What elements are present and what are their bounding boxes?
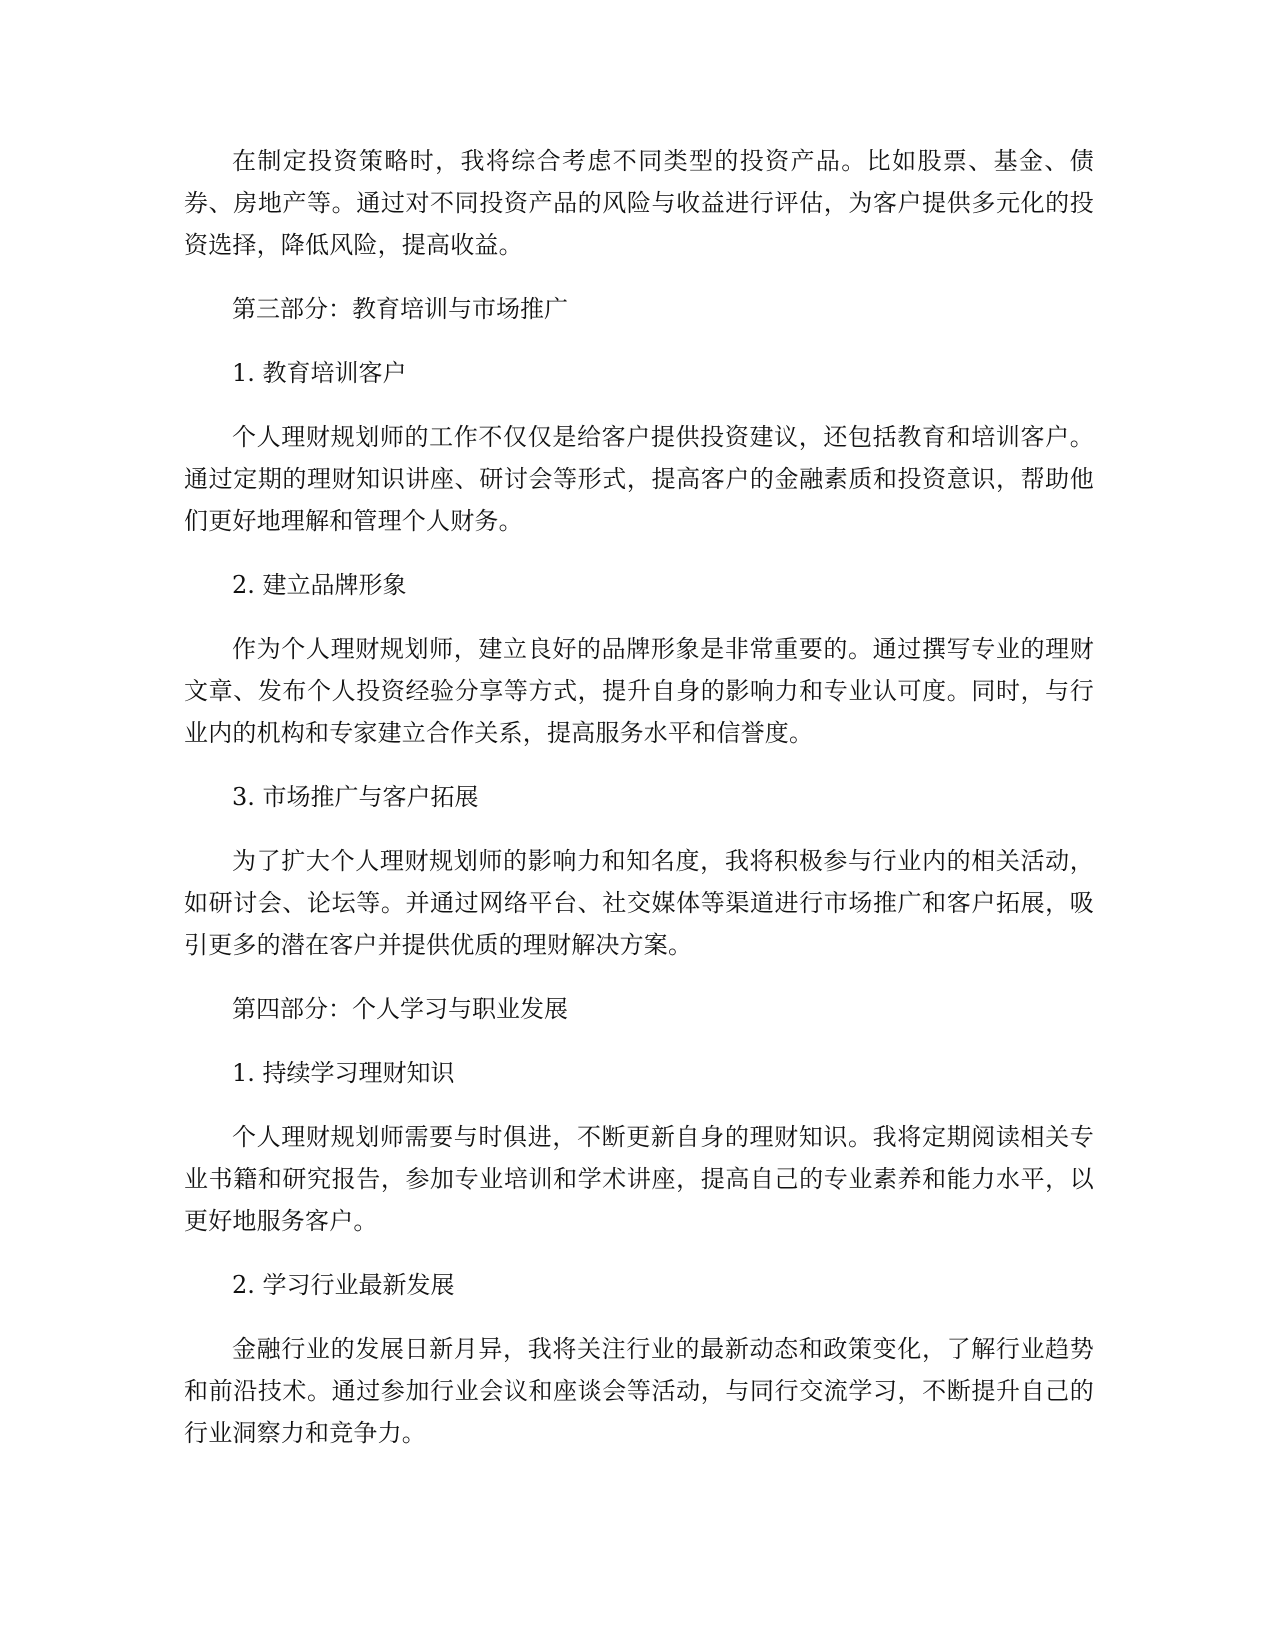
paragraph-investment-strategy: 在制定投资策略时，我将综合考虑不同类型的投资产品。比如股票、基金、债券、房地产等。通过对不同投资产品的风险与收益进行评估，为客户提供多元化的投资选择，降低风险，提高收益。 — [184, 147, 1094, 259]
section-heading-part-four: 第四部分：个人学习与职业发展 — [232, 995, 568, 1023]
subheading-continuous-learning: 1. 持续学习理财知识 — [232, 1059, 455, 1087]
paragraph-industry-development: 金融行业的发展日新月异，我将关注行业的最新动态和政策变化，了解行业趋势和前沿技术。通过参加行业会议和座谈会等活动，与同行交流学习，不断提升自己的行业洞察力和竞争力。 — [184, 1335, 1094, 1447]
paragraph-marketing: 为了扩大个人理财规划师的影响力和知名度，我将积极参与行业内的相关活动，如研讨会、论坛等。并通过网络平台、社交媒体等渠道进行市场推广和客户拓展，吸引更多的潜在客户并提供优质的理财解决方案。 — [184, 847, 1094, 959]
paragraph-continuous-learning: 个人理财规划师需要与时俱进，不断更新自身的理财知识。我将定期阅读相关专业书籍和研究报告，参加专业培训和学术讲座，提高自己的专业素养和能力水平，以更好地服务客户。 — [184, 1123, 1094, 1235]
subheading-educate-clients: 1. 教育培训客户 — [232, 359, 407, 387]
subheading-industry-development: 2. 学习行业最新发展 — [232, 1271, 455, 1299]
subheading-marketing: 3. 市场推广与客户拓展 — [232, 783, 479, 811]
paragraph-brand-image: 作为个人理财规划师，建立良好的品牌形象是非常重要的。通过撰写专业的理财文章、发布个人投资经验分享等方式，提升自身的影响力和专业认可度。同时，与行业内的机构和专家建立合作关系，提高服务水平和信誉度。 — [184, 635, 1094, 747]
document-page — [184, 140, 1094, 1454]
subheading-brand-image: 2. 建立品牌形象 — [232, 571, 407, 599]
paragraph-educate-clients: 个人理财规划师的工作不仅仅是给客户提供投资建议，还包括教育和培训客户。通过定期的理财知识讲座、研讨会等形式，提高客户的金融素质和投资意识，帮助他们更好地理解和管理个人财务。 — [184, 423, 1094, 535]
section-heading-part-three: 第三部分：教育培训与市场推广 — [232, 295, 568, 323]
